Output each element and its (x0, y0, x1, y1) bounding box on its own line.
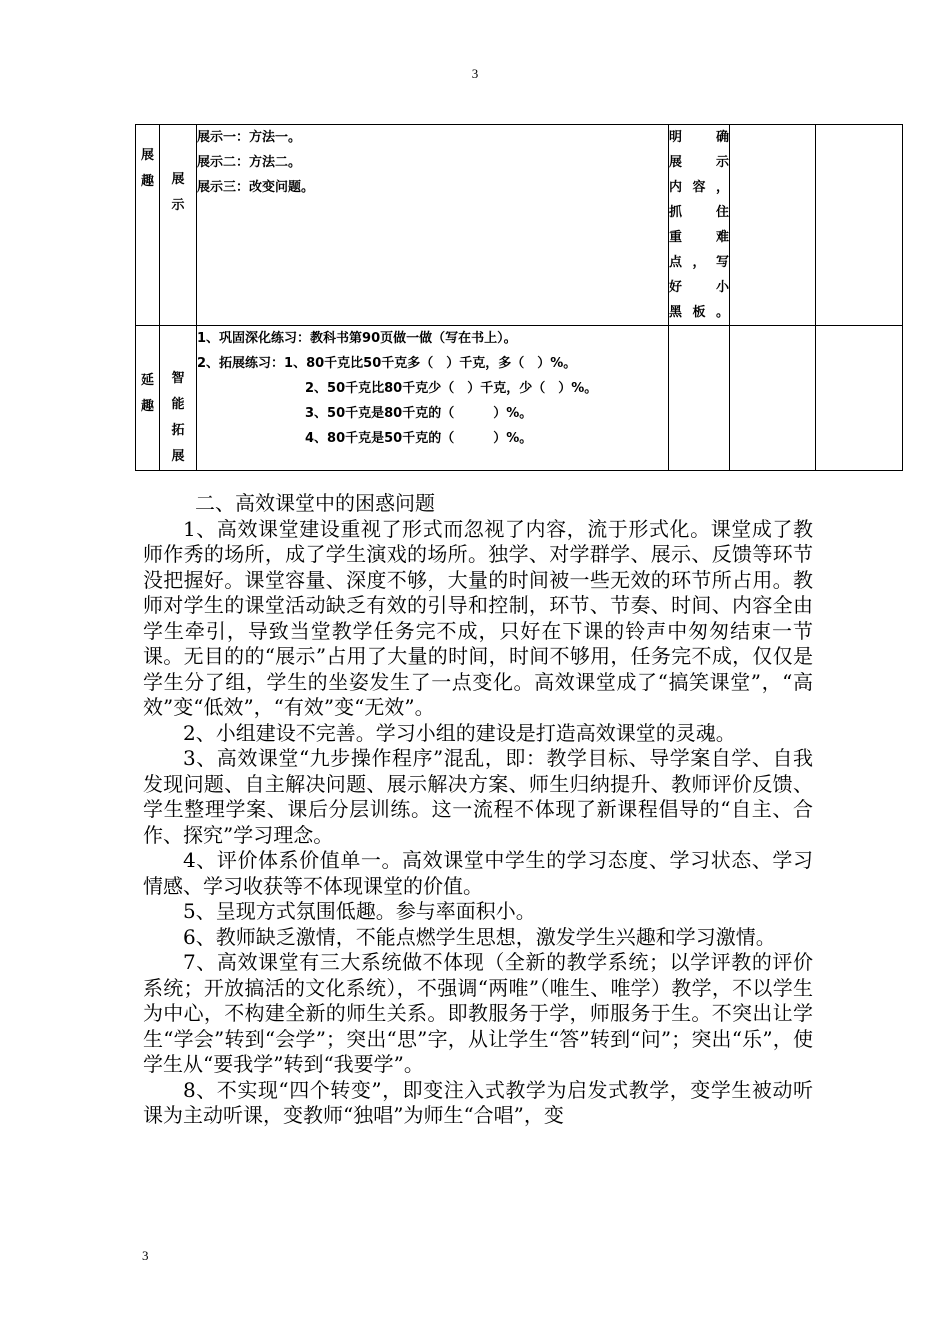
paragraph: 8、不实现“四个转变”，即变注入式教学为启发式教学，变学生被动听课为主动听课，变教师“独唱”为师生“合唱”，变 (143, 1077, 813, 1127)
content-cell (197, 125, 669, 326)
step-cell (160, 125, 197, 326)
paragraph: 3、高效课堂“九步操作程序”混乱，即：教学目标、导学案自学、自我发现问题、自主解决问题、展示解决方案、师生归纳提升、教师评价反馈、学生整理学案、课后分层训练。这一流程不体现了新课程倡导的“自主、合作、探究”学习理念。 (143, 746, 813, 847)
stage-label: 延 趣 (140, 373, 154, 414)
content-line: 展示一：方法一。 (197, 130, 302, 145)
step-label: 智 能 拓 展 (171, 371, 185, 464)
empty-cell (730, 326, 816, 471)
content-line: 2、50千克比80千克少（ ）千克，少（ ）%。 (305, 381, 598, 396)
note-cell: 明 确 展 示 内容， 抓 住 重 难 点，写 好 小 黑板。 (669, 125, 730, 326)
empty-cell (816, 326, 903, 471)
lesson-plan-table (135, 124, 903, 471)
content-line: 3、50千克是80千克的（ ）%。 (305, 406, 533, 421)
content-line: 展示二：方法二。 (197, 155, 302, 170)
page-number-top: 3 (471, 66, 479, 81)
empty-cell (816, 125, 903, 326)
content-line: 4、80千克是50千克的（ ）%。 (305, 431, 533, 446)
stage-cell (136, 125, 160, 326)
empty-cell (669, 326, 730, 471)
content-line: 1、巩固深化练习：教科书第90页做一做（写在书上）。 (197, 331, 517, 346)
paragraph: 1、高效课堂建设重视了形式而忽视了内容，流于形式化。课堂成了教师作秀的场所，成了学生演戏的场所。独学、对学群学、展示、反馈等环节没把握好。课堂容量、深度不够，大量的时间被一些无效的环节所占用。教师对学生的课堂活动缺乏有效的引导和控制，环节、节奏、时间、内容全由学生牵引，导致当堂教学任务完不成，只好在下课的铃声中匆匆结束一节课。无目的的“展示”占用了大量的时间，时间不够用，任务完不成，仅仅是学生分了组，学生的坐姿发生了一点变化。高效课堂成了“搞笑课堂”，“高效”变“低效”，“有效”变“无效”。 (143, 516, 813, 719)
paragraph: 2、小组建设不完善。学习小组的建设是打造高效课堂的灵魂。 (183, 720, 736, 745)
stage-cell (136, 326, 160, 471)
table-row-extension (136, 326, 903, 471)
content-line: 展示三：改变问题。 (197, 180, 315, 195)
table-row-display (136, 125, 903, 326)
content-cell (197, 326, 669, 471)
content-line: 2、拓展练习：1、80千克比50千克多（ ）千克，多（ ）%。 (197, 356, 577, 371)
page-number-bottom: 3 (142, 1248, 149, 1263)
body-text (143, 491, 813, 1129)
paragraph: 4、评价体系价值单一。高效课堂中学生的学习态度、学习状态、学习情感、学习收获等不体现课堂的价值。 (143, 848, 813, 898)
paragraph: 6、教师缺乏激情，不能点燃学生思想，激发学生兴趣和学习激情。 (183, 924, 776, 949)
empty-cell (730, 125, 816, 326)
stage-label: 展 趣 (140, 148, 154, 189)
paragraph: 5、呈现方式氛围低趣。参与率面积小。 (183, 899, 536, 923)
paragraph: 7、高效课堂有三大系统做不体现（全新的教学系统；以学评教的评价系统；开放搞活的文化系统），不强调“两唯”（唯生、唯学）教学，不以学生为中心，不构建全新的师生关系。即教服务于学，师服务于生。不突出让学生“学会”转到“会学”；突出“思”字，从让学生“答”转到“问”；突出“乐”，使学生从“要我学”转到“我要学”。 (143, 950, 813, 1076)
step-cell (160, 326, 197, 471)
step-label: 展 示 (171, 172, 185, 213)
section-title: 二、高效课堂中的困惑问题 (195, 491, 435, 515)
